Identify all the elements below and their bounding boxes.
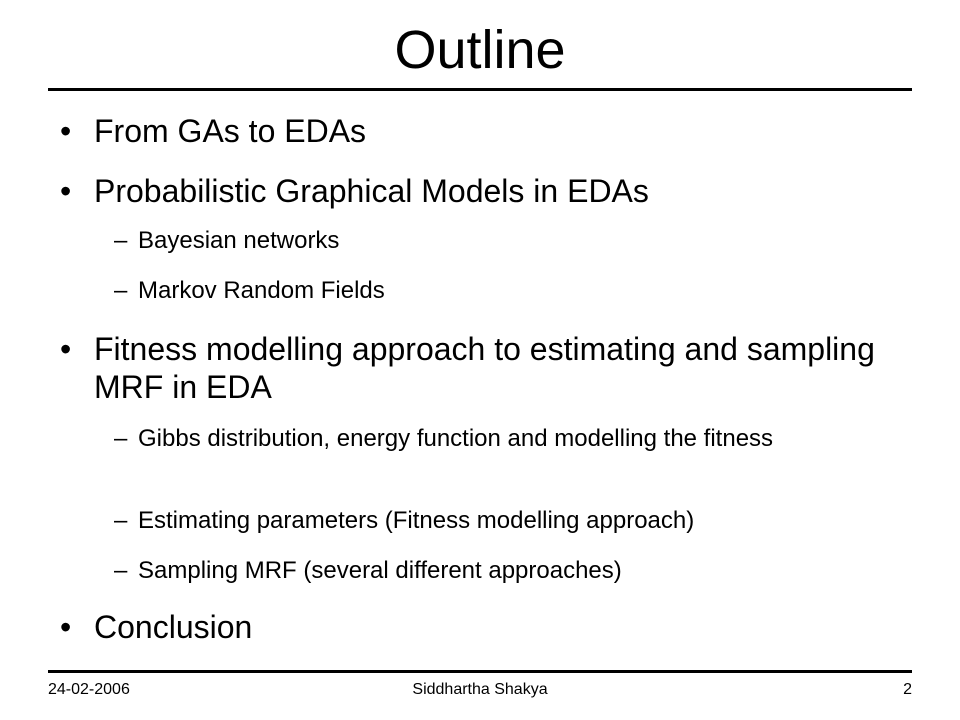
sub-bullet-marker: – — [114, 557, 128, 584]
sub-bullet-item — [114, 276, 894, 306]
footer-divider — [48, 670, 912, 673]
bullet-text: Conclusion — [94, 609, 253, 645]
footer-author: Siddhartha Shakya — [412, 681, 548, 698]
bullet-item — [60, 172, 880, 210]
sub-bullet-text: Gibbs distribution, energy function and modelling the fitness — [138, 425, 774, 452]
sub-bullet-item — [114, 506, 894, 536]
sub-bullet-text: Estimating parameters (Fitness modelling approach) — [138, 507, 695, 534]
footer-date: 24-02-2006 — [48, 681, 130, 698]
sub-bullet-marker: – — [114, 227, 128, 254]
sub-bullet-text: Sampling MRF (several different approaches) — [138, 557, 622, 584]
bullet-marker: • — [60, 113, 72, 149]
bullet-item — [60, 330, 880, 406]
bullet-marker: • — [60, 609, 72, 645]
sub-bullet-item — [114, 556, 894, 586]
sub-bullet-text: Bayesian networks — [138, 227, 340, 254]
footer-page-number: 2 — [903, 681, 912, 698]
bullet-text: From GAs to EDAs — [94, 113, 367, 149]
sub-bullet-marker: – — [114, 507, 128, 534]
sub-bullet-text: Markov Random Fields — [138, 277, 385, 304]
bullet-item — [60, 112, 880, 150]
sub-bullet-marker: – — [114, 425, 128, 452]
bullet-text: Probabilistic Graphical Models in EDAs — [94, 173, 649, 209]
bullet-marker: • — [60, 331, 72, 367]
bullet-item — [60, 608, 880, 646]
bullet-text: Fitness modelling approach to estimating and sampling MRF in EDA — [94, 331, 875, 405]
sub-bullet-item — [114, 226, 894, 256]
slide-title: Outline — [394, 20, 566, 80]
bullet-marker: • — [60, 173, 72, 209]
sub-bullet-item — [114, 424, 894, 454]
sub-bullet-marker: – — [114, 277, 128, 304]
